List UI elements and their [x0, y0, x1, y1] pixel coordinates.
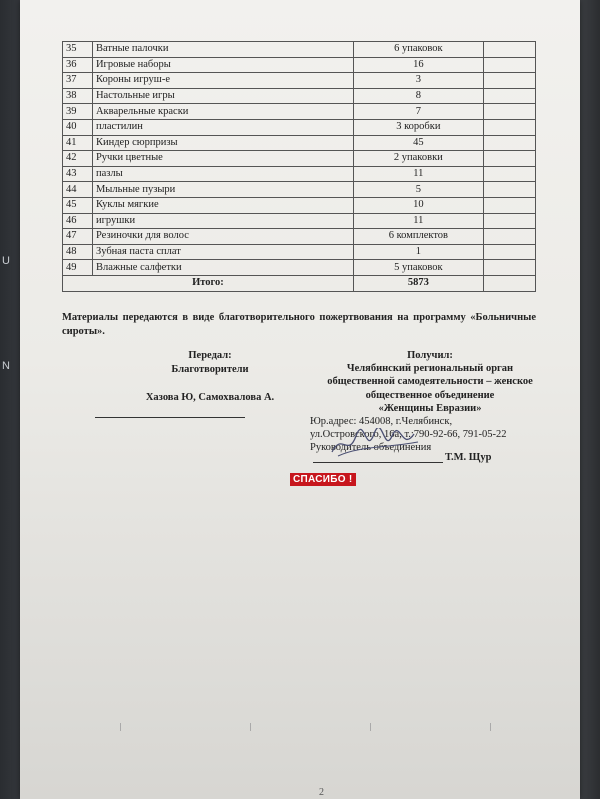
- row-number: 44: [63, 182, 93, 198]
- row-quantity: 2 упаковки: [353, 151, 483, 167]
- row-item-name: Киндер сюрпризы: [92, 135, 353, 151]
- row-quantity: 10: [353, 197, 483, 213]
- row-number: 45: [63, 197, 93, 213]
- row-item-name: Мыльные пузыри: [92, 182, 353, 198]
- sender-role: Благотворители: [171, 364, 249, 375]
- row-number: 37: [63, 73, 93, 89]
- row-number: 49: [63, 260, 93, 276]
- receiver-head: Руководитель объединения: [310, 442, 432, 454]
- receiver-signature-line: [313, 462, 443, 463]
- table-row: [63, 135, 536, 151]
- total-row: [63, 275, 536, 291]
- keyboard-key-u: U: [2, 255, 10, 267]
- sender-signature-line: [95, 417, 245, 418]
- table-row: [63, 57, 536, 73]
- row-number: 48: [63, 244, 93, 260]
- row-number: 43: [63, 166, 93, 182]
- row-item-name: Куклы мягкие: [92, 197, 353, 213]
- row-quantity: 5 упаковок: [353, 260, 483, 276]
- total-label: Итого:: [63, 275, 354, 291]
- row-item-name: Зубная паста сплат: [92, 244, 353, 260]
- row-item-name: Игровые наборы: [92, 57, 353, 73]
- table-row: [63, 229, 536, 245]
- row-item-name: игрушки: [92, 213, 353, 229]
- table-row: [63, 166, 536, 182]
- row-quantity: 6 комплектов: [353, 229, 483, 245]
- table-row: [63, 119, 536, 135]
- row-item-name: Влажные салфетки: [92, 260, 353, 276]
- row-quantity: 16: [353, 57, 483, 73]
- table-row: [63, 42, 536, 58]
- row-number: 40: [63, 119, 93, 135]
- row-number: 39: [63, 104, 93, 120]
- table-row: [63, 260, 536, 276]
- row-quantity: 3: [353, 73, 483, 89]
- row-quantity: 45: [353, 135, 483, 151]
- row-item-name: Короны игруш-е: [92, 73, 353, 89]
- row-item-name: Ватные палочки: [92, 42, 353, 58]
- thank-you-stamp: СПАСИБО !: [290, 473, 356, 486]
- row-item-name: Настольные игры: [92, 88, 353, 104]
- row-number: 46: [63, 213, 93, 229]
- sender-title: Передал:: [188, 350, 232, 361]
- row-item-name: Ручки цветные: [92, 151, 353, 167]
- keyboard-key-n: N: [2, 360, 10, 372]
- receiver-signature: [313, 452, 492, 463]
- row-quantity: 1: [353, 244, 483, 260]
- sender-names: Хазова Ю, Самохвалова А.: [145, 392, 275, 403]
- receiver-org-line: общественной самодеятельности – женское: [327, 376, 533, 388]
- row-number: 42: [63, 151, 93, 167]
- row-number: 36: [63, 57, 93, 73]
- row-item-name: пластилин: [92, 119, 353, 135]
- table-row: [63, 151, 536, 167]
- table-row: [63, 244, 536, 260]
- row-item-name: Акварельные краски: [92, 104, 353, 120]
- receiver-title: Получил:: [407, 350, 453, 361]
- sender-block: [100, 349, 320, 405]
- receiver-address: ул.Островского, 16а, т.:790-92-66, 791-05-22: [310, 429, 507, 441]
- row-quantity: 11: [353, 166, 483, 182]
- table-row: [63, 88, 536, 104]
- table-row: [63, 213, 536, 229]
- row-quantity: 8: [353, 88, 483, 104]
- table-row: [63, 104, 536, 120]
- page-number: 2: [319, 787, 324, 798]
- table-row: [63, 73, 536, 89]
- receiver-org-line: Челябинский региональный орган: [346, 363, 514, 375]
- row-item-name: Резиночки для волос: [92, 229, 353, 245]
- row-quantity: 7: [353, 104, 483, 120]
- row-number: 38: [63, 88, 93, 104]
- total-value: 5873: [353, 275, 483, 291]
- receiver-org-line: общественное объединение: [365, 389, 495, 401]
- donation-note: Материалы передаются в виде благотворительного пожертвования на программу «Больничные сироты».: [62, 312, 536, 337]
- row-quantity: 3 коробки: [353, 119, 483, 135]
- row-item-name: пазлы: [92, 166, 353, 182]
- receiver-signature-name: Т.М. Щур: [445, 452, 492, 463]
- row-number: 41: [63, 135, 93, 151]
- row-number: 47: [63, 229, 93, 245]
- row-quantity: 5: [353, 182, 483, 198]
- table-row: [63, 182, 536, 198]
- receiver-org-name: «Женщины Евразии»: [378, 402, 482, 414]
- table-row: [63, 197, 536, 213]
- row-quantity: 6 упаковок: [353, 42, 483, 58]
- row-quantity: 11: [353, 213, 483, 229]
- receiver-address: Юр.адрес: 454008, г.Челябинск,: [310, 416, 453, 428]
- row-number: 35: [63, 42, 93, 58]
- items-table: [62, 41, 536, 292]
